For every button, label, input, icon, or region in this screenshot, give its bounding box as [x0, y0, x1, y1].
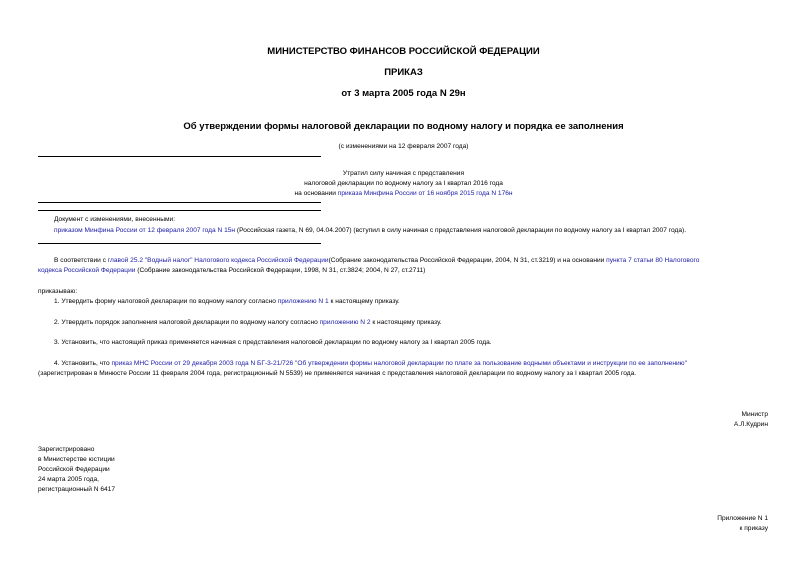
- document-type-heading: ПРИКАЗ: [384, 67, 423, 78]
- tax-code-article-link[interactable]: кодекса Российской Федерации: [38, 267, 136, 274]
- preamble-text: В соответствии с: [54, 257, 108, 264]
- registration-line: Российской Федерации: [38, 466, 110, 473]
- signatory-name: А.Л.Кудрин: [733, 421, 768, 428]
- document-title: Об утверждении формы налоговой декларации по водному налогу и порядка ее заполнения: [183, 121, 624, 132]
- tax-code-article-link[interactable]: пункта 7 статьи 80 Налогового: [606, 257, 700, 264]
- item-text: (зарегистрирован в Минюсте России 11 февраля 2004 года, регистрационный N 5539) не применяется начиная с представления налоговой декларации по водному налогу за I квартал 2005 года.: [38, 370, 637, 377]
- order-item-1: [54, 297, 774, 307]
- appendix-1-link[interactable]: приложению N 1: [277, 298, 329, 305]
- ministry-heading: МИНИСТЕРСТВО ФИНАНСОВ РОССИЙСКОЙ ФЕДЕРАЦИИ: [267, 46, 540, 57]
- registration-line: Зарегистрировано: [38, 446, 95, 453]
- appendix-number: Приложение N 1: [717, 515, 768, 522]
- amendment-details: (Российская газета, N 69, 04.04.2007) (вступил в силу начиная с представления налоговой декларации по водному налогу за I квартал 2007 года).: [235, 227, 687, 234]
- expiry-basis-text: на основании: [294, 190, 338, 197]
- divider: [38, 243, 321, 244]
- divider: [38, 210, 321, 211]
- item-text: 1. Утвердить форму налоговой декларации по водному налогу согласно: [54, 298, 278, 305]
- preamble-paragraph: [38, 256, 772, 276]
- signatory-role: Министр: [741, 411, 768, 418]
- preamble-text: (Собрание законодательства Российской Федерации, 2004, N 31, ст.3219) и на основании: [328, 257, 607, 264]
- item-text: 2. Утвердить порядок заполнения налоговой декларации по водному налогу согласно: [54, 319, 320, 326]
- item-text: к настоящему приказу.: [370, 319, 442, 326]
- document-date-number: от 3 марта 2005 года N 29н: [341, 88, 466, 99]
- revision-note: (с изменениями на 12 февраля 2007 года): [338, 143, 469, 150]
- registration-line: в Министерстве юстиции: [38, 456, 115, 463]
- divider: [38, 202, 321, 203]
- item-text: 4. Установить, что: [54, 360, 112, 367]
- appendix-to-order: к приказу: [739, 525, 768, 532]
- amendments-intro: Документ с изменениями, внесенными:: [54, 216, 176, 223]
- expiry-order-link[interactable]: приказа Минфина России от 16 ноября 2015 года N 176н: [337, 190, 513, 197]
- item-text: к настоящему приказу.: [328, 298, 400, 305]
- registration-line: регистрационный N 6417: [38, 486, 116, 493]
- amendments-line: [54, 226, 799, 236]
- registration-line: 24 марта 2005 года,: [38, 476, 99, 483]
- amendment-order-link[interactable]: приказом Минфина России от 12 февраля 2007 года N 15н: [54, 227, 236, 234]
- preamble-text: (Собрание законодательства Российской Федерации, 1998, N 31, ст.3824; 2004, N 27, ст.2711): [135, 267, 426, 274]
- expiry-line-3: [0, 189, 807, 199]
- order-item-3: 3. Установить, что настоящий приказ применяется начиная с представления налоговой декларации по водному налогу за I квартал 2005 года.: [54, 339, 492, 346]
- order-item-4: [38, 359, 772, 379]
- order-item-2: [54, 318, 774, 328]
- registration-block: [38, 445, 115, 495]
- order-word: приказываю:: [38, 288, 78, 295]
- expiry-line-1: Утратил силу начиная с представления: [342, 170, 465, 177]
- appendix-heading: [717, 514, 768, 534]
- tax-code-chapter-link[interactable]: главой 25.2 "Водный налог" Налогового кодекса Российской Федерации: [107, 257, 329, 264]
- divider: [38, 156, 321, 157]
- expiry-line-2: налоговой декларации по водному налогу за I квартал 2016 года: [304, 180, 503, 187]
- appendix-2-link[interactable]: приложению N 2: [319, 319, 371, 326]
- mns-order-link[interactable]: приказ МНС России от 29 декабря 2003 года N БГ-3-21/726 "Об утверждении формы налоговой декларации по плате за пользование водными объектами и инструкции по ее заполнению": [111, 360, 687, 367]
